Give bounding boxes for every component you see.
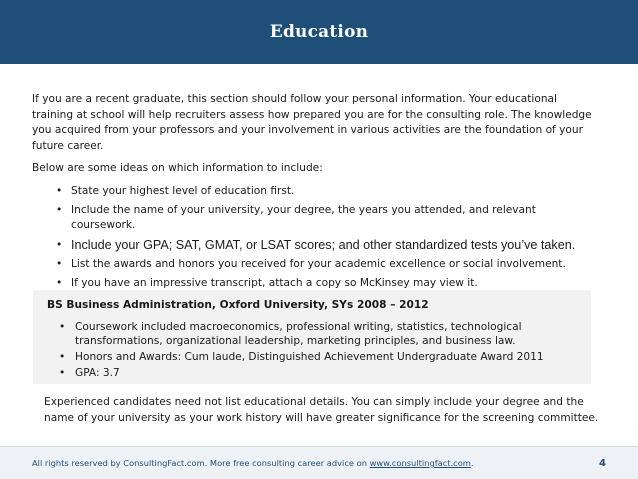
list-item: • Coursework included macroeconomics, professional writing, statistics, technological transformations, organizational leadership, marketing principles, and business law. (59, 320, 591, 348)
example-title: BS Business Administration, Oxford University, SYs 2008 – 2012 (47, 299, 429, 311)
list-item: • Include the name of your university, your degree, the years you attended, and relevant coursework. (56, 203, 597, 233)
list-item: • Honors and Awards: Cum laude, Distinguished Achievement Undergraduate Award 2011 (59, 350, 591, 364)
page-title: Education (269, 22, 369, 42)
example-list (59, 320, 591, 380)
footer-link[interactable]: www.consultingfact.com (369, 458, 471, 468)
footer-text (32, 458, 474, 468)
ideas-list (56, 184, 597, 291)
main-content (32, 92, 597, 295)
page-number: 4 (599, 457, 606, 469)
list-item: • If you have an impressive transcript, attach a copy so McKinsey may view it. (56, 276, 597, 291)
intro-paragraph: If you are a recent graduate, this section should follow your personal information. Your educational training at school will help recruiters assess how prepared you are for the consulting role. The knowledge you acquired from your professors and your involvement in various activities are the foundation of your future career. (32, 93, 592, 152)
list-item: • List the awards and honors you received for your academic excellence or social involvement. (56, 257, 597, 272)
list-item: • State your highest level of education first. (56, 184, 597, 199)
list-item: • Include your GPA; SAT, GMAT, or LSAT scores; and other standardized tests you’ve taken. (56, 237, 597, 253)
slide-header (0, 0, 638, 64)
ideas-lead: Below are some ideas on which information to include: (32, 162, 323, 174)
closing-paragraph: Experienced candidates need not list educational details. You can simply include your degree and the name of your university as your work history will have greater significance for the screening committee. (44, 396, 599, 424)
example-box (33, 290, 591, 384)
footer (0, 446, 638, 479)
footer-copyright: All rights reserved by ConsultingFact.com. More free consulting career advice on (32, 458, 370, 468)
footer-period: . (470, 458, 474, 468)
list-item: • GPA: 3.7 (59, 366, 591, 380)
